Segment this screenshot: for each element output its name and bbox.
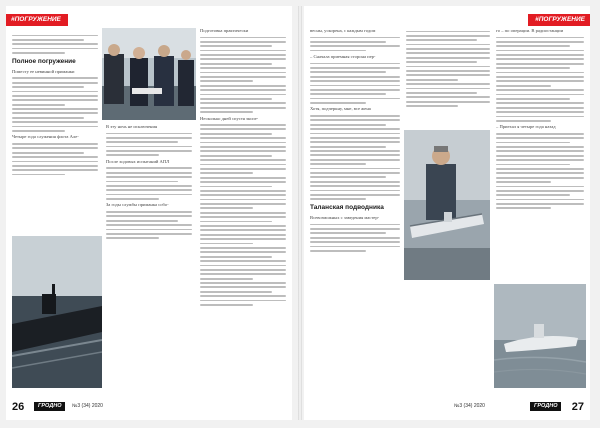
paragraph-start: Четыре года служения флота Але- [12, 134, 79, 140]
photo-scale-model [494, 284, 586, 388]
photo-officers [102, 28, 196, 120]
spread-gutter [298, 6, 302, 420]
paragraph-start: весны, ускорена, с каждым годом [310, 28, 376, 33]
section-rubric: #ПОГРУЖЕНИЕ [6, 14, 68, 26]
right-page [304, 6, 590, 420]
paragraph-start: Всевозможных с заведения мастер- [310, 215, 380, 221]
left-column-3 [200, 28, 286, 392]
paragraph-start: го – по операции. В радиостанции [496, 28, 564, 33]
masthead: ГРОДНО [530, 402, 561, 411]
paragraph-start: – Приехал я четыре года назад [496, 124, 556, 130]
page-footer [6, 400, 292, 414]
issue-label: №3 (34) 2020 [454, 403, 485, 409]
section-subhead: Полное погружение [12, 57, 76, 65]
section-subhead: Таланская подводника [310, 204, 384, 212]
masthead: ГРОДНО [34, 402, 65, 411]
paragraph-start: Несколько дней спустя экспе- [200, 115, 259, 121]
paragraph-start: В эту ночь не исключения [106, 124, 158, 129]
left-column-2 [106, 124, 192, 392]
right-column-1 [310, 28, 400, 392]
paragraph-start: Хотя, подчеркну, мне, все жена [310, 106, 371, 112]
page-number: 26 [12, 401, 25, 413]
page-footer [304, 400, 590, 414]
page-number: 27 [571, 401, 584, 413]
photo-submarine [12, 236, 102, 388]
left-page [6, 6, 292, 420]
right-column-3 [496, 28, 584, 278]
paragraph-start: После ходовых испытаний АПЛ [106, 158, 170, 164]
paragraph-start: Подготовка практически [200, 28, 249, 33]
paragraph-start: – Сначала приемная сторона пер- [310, 54, 376, 60]
photo-model-maker [404, 130, 490, 280]
paragraph-start: Поместу ее невинной приманки [12, 68, 75, 74]
section-rubric: #ПОГРУЖЕНИЕ [528, 14, 590, 26]
right-column-2 [406, 28, 490, 124]
paragraph-start: За годы службы приманка собо- [106, 202, 169, 208]
issue-label: №3 (34) 2020 [72, 403, 103, 409]
